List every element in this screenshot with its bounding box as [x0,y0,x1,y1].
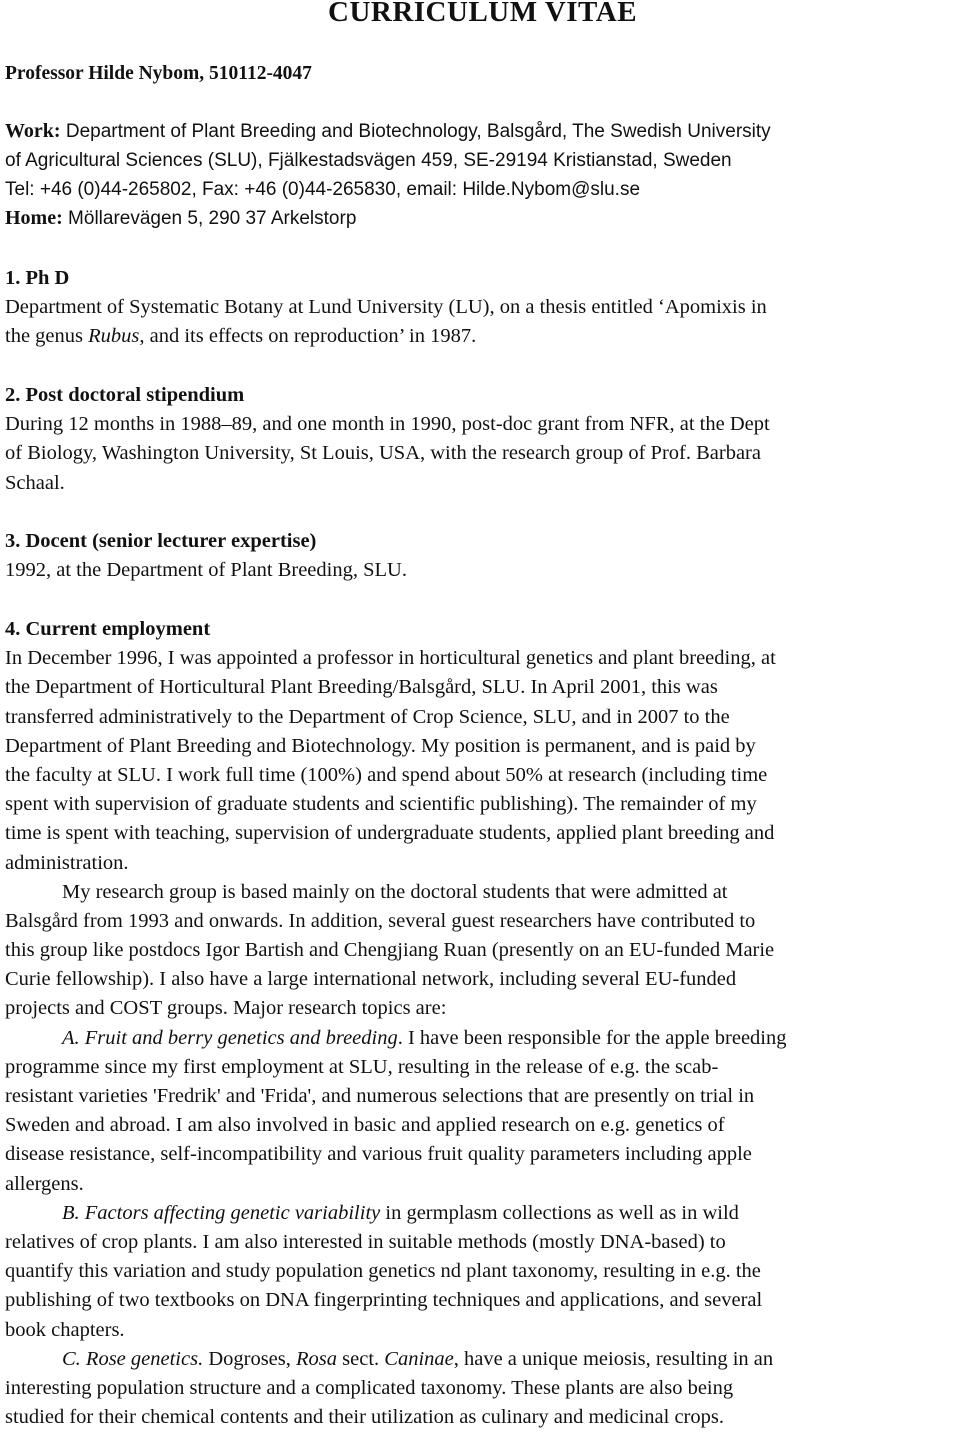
text-run: . I have been responsible for the apple breeding [397,1026,787,1049]
topic-c-line: interesting population structure and a complicated taxonomy. These plants are also being [5,1376,734,1399]
section-phd-line: Department of Systematic Botany at Lund University (LU), on a thesis entitled ‘Apomixis in [5,296,767,319]
topic-a-line: programme since my first employment at SLU, resulting in the release of e.g. the scab- [5,1055,719,1078]
topic-b-line: quantify this variation and study population genetics nd plant taxonomy, resulting in e.g. the [5,1260,761,1283]
work-text: Department of Plant Breeding and Biotechnology, Balsgård, The Swedish University [60,121,771,142]
topic-b-line [5,1199,960,1228]
text-run: in germplasm collections as well as in wild [380,1201,739,1224]
employment-line: the faculty at SLU. I work full time (100%) and spend about 50% at research (including time [5,763,768,786]
topic-c-line [5,1345,960,1374]
section-docent-line: 1992, at the Department of Plant Breeding, SLU. [5,559,407,582]
topic-c-line: studied for their chemical contents and their utilization as culinary and medicinal crops. [5,1406,724,1429]
topic-b-line: publishing of two textbooks on DNA fingerprinting techniques and applications, and several [5,1289,763,1312]
topic-b-line: book chapters. [5,1318,125,1341]
home-text: Möllarevägen 5, 290 37 Arkelstorp [62,208,357,229]
text-run: , and its effects on reproduction’ in 1987. [139,325,477,348]
work-contact-line: Tel: +46 (0)44-265802, Fax: +46 (0)44-265830, email: Hilde.Nybom@slu.se [5,179,641,200]
section-phd-heading: 1. Ph D [5,267,70,289]
work-address-line-1 [5,117,771,146]
topic-a-line: Sweden and abroad. I am also involved in basic and applied research on e.g. genetics of [5,1114,725,1137]
document-title: CURRICULUM VITAE [328,0,638,28]
research-group-line: Balsgård from 1993 and onwards. In addition, several guest researchers have contributed to [5,909,756,932]
topic-b-label: B. Factors affecting genetic variability [62,1201,381,1224]
home-address-line [5,204,356,233]
employment-line: the Department of Horticultural Plant Breeding/Balsgård, SLU. In April 2001, this was [5,676,718,699]
topic-a-line: resistant varieties 'Fredrik' and 'Frida', and numerous selections that are presently on trial in [5,1085,755,1107]
section-docent [5,527,960,585]
work-address-line-2: of Agricultural Sciences (SLU), Fjälkestadsvägen 459, SE-29194 Kristianstad, Sweden [5,150,732,171]
topic-c-label: C. Rose genetics. [62,1347,204,1370]
section-postdoc-line: of Biology, Washington University, St Louis, USA, with the research group of Prof. Barbara [5,442,761,465]
work-label: Work: [5,120,61,142]
genus-rubus: Rubus [88,325,140,348]
home-label: Home: [5,207,63,229]
section-phd-line [5,322,960,351]
section-postdoc-line: During 12 months in 1988–89, and one month in 1990, post-doc grant from NFR, at the Dept [5,413,770,436]
employment-line: administration. [5,851,129,874]
research-group-line: this group like postdocs Igor Bartish and Chengjiang Ruan (presently on an EU-funded Marie [5,939,775,962]
section-postdoc-heading: 2. Post doctoral stipendium [5,384,245,406]
section-employment-heading: 4. Current employment [5,618,211,640]
section-postdoc-line: Schaal. [5,471,65,494]
person-name: Professor Hilde Nybom, 510112-4047 [5,63,312,84]
topic-a-line [5,1024,960,1053]
section-caninae: Caninae [384,1347,454,1370]
text-run: the genus [5,325,89,348]
topic-a-line: disease resistance, self-incompatibility and various fruit quality parameters including apple [5,1143,752,1166]
research-group-line: Curie fellowship). I also have a large international network, including several EU-funded [5,968,737,991]
research-group-line: My research group is based mainly on the doctoral students that were admitted at [62,880,728,903]
text-run: sect. [337,1347,385,1370]
section-phd [5,264,960,352]
employment-line: Department of Plant Breeding and Biotechnology. My position is permanent, and is paid by [5,734,756,757]
employment-line: spent with supervision of graduate students and scientific publishing). The remainder of my [5,793,757,816]
section-docent-heading: 3. Docent (senior lecturer expertise) [5,530,317,552]
text-run: Dogroses, [203,1347,297,1370]
topic-a-label: A. Fruit and berry genetics and breeding [62,1026,398,1049]
topic-b-line: relatives of crop plants. I am also interested in suitable methods (mostly DNA-based) to [5,1230,726,1253]
section-employment [5,615,960,1432]
employment-line: transferred administratively to the Department of Crop Science, SLU, and in 2007 to the [5,705,730,728]
text-run: , have a unique meiosis, resulting in an [453,1347,774,1370]
topic-a-line: allergens. [5,1172,84,1195]
employment-line: time is spent with teaching, supervision of undergraduate students, applied plant breeding and [5,822,775,845]
genus-rosa: Rosa [296,1347,338,1370]
research-group-line: projects and COST groups. Major research topics are: [5,997,447,1020]
section-postdoc [5,381,960,498]
employment-line: In December 1996, I was appointed a professor in horticultural genetics and plant breeding, at [5,647,776,670]
